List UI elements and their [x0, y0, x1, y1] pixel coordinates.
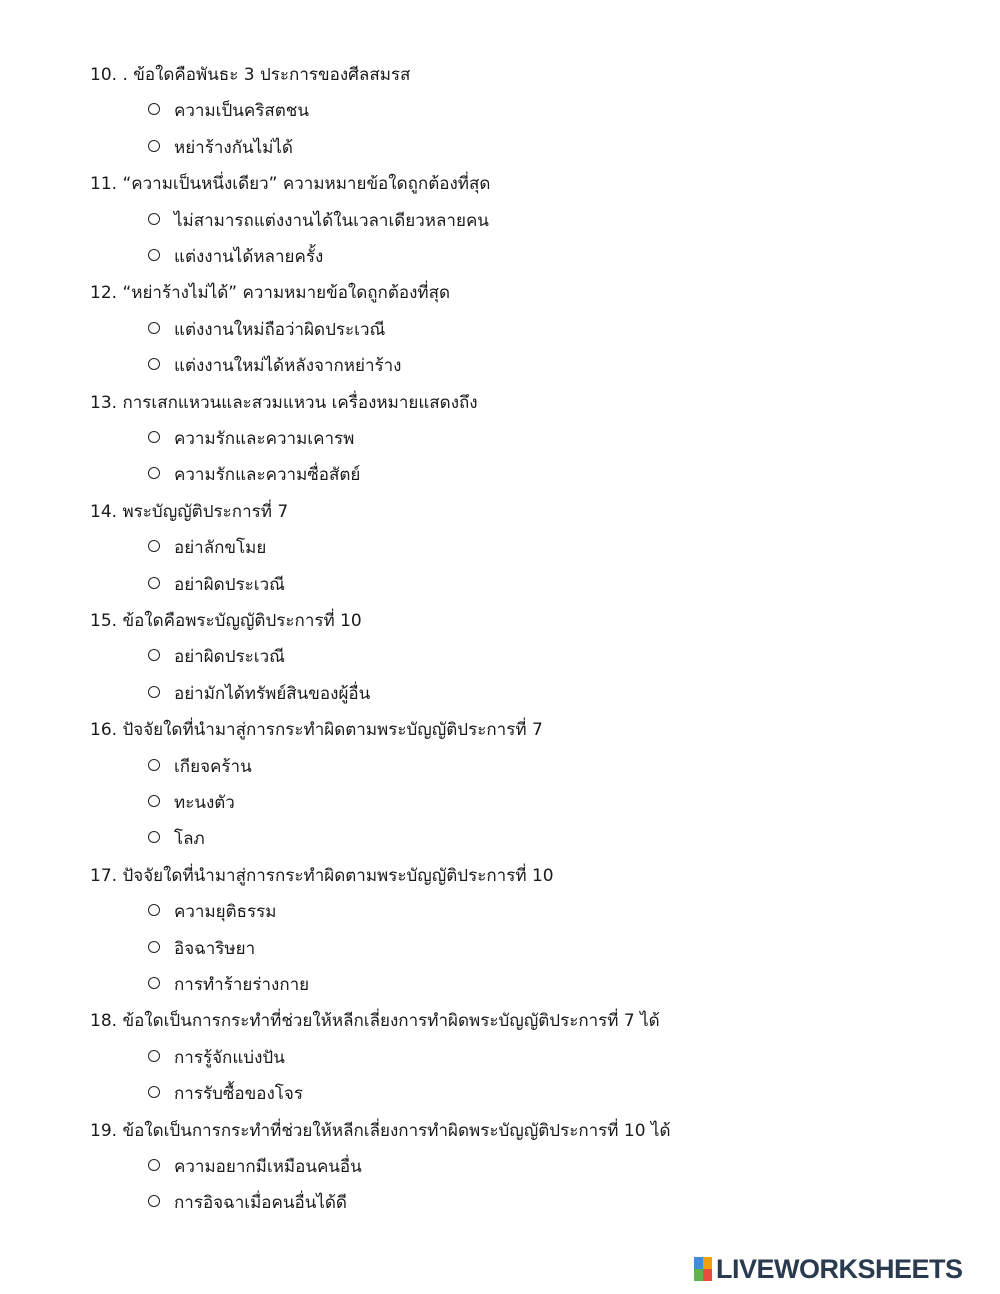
radio-circle-icon[interactable]: [148, 1050, 160, 1062]
question-16: [90, 712, 543, 748]
radio-circle-icon[interactable]: [148, 322, 160, 334]
radio-circle-icon[interactable]: [148, 1086, 160, 1098]
question-text: พระบัญญัติประการที่ 7: [122, 501, 289, 522]
question-number: 10.: [90, 65, 118, 85]
liveworksheets-mark-icon: [694, 1257, 712, 1281]
answer-option[interactable]: [148, 1076, 303, 1112]
answer-option[interactable]: [148, 785, 235, 821]
answer-option[interactable]: [148, 348, 401, 384]
answer-option-label: ความเป็นคริสตชน: [174, 101, 309, 122]
answer-option[interactable]: [148, 1149, 362, 1185]
radio-circle-icon[interactable]: [148, 759, 160, 771]
question-text: ข้อใดคือพระบัญญัติประการที่ 10: [122, 611, 362, 631]
answer-option-label: การรับซื้อของโจร: [174, 1084, 303, 1105]
answer-option-label: อย่ามักได้ทรัพย์สินของผู้อื่น: [174, 683, 371, 704]
answer-option-label: การทำร้ายร่างกาย: [174, 975, 310, 995]
answer-option[interactable]: [148, 931, 255, 967]
answer-option-label: ความรักและความซื่อสัตย์: [174, 465, 361, 486]
question-18: [90, 1003, 660, 1039]
question-number: 13.: [90, 392, 118, 413]
answer-option[interactable]: [148, 821, 205, 857]
answer-option[interactable]: [148, 1185, 347, 1221]
question-17: [90, 858, 554, 894]
answer-option-label: ไม่สามารถแต่งงานได้ในเวลาเดียวหลายคน: [174, 210, 489, 231]
radio-circle-icon[interactable]: [148, 540, 160, 552]
question-number: 15.: [90, 611, 118, 631]
radio-circle-icon[interactable]: [148, 213, 160, 225]
question-10: [90, 57, 410, 93]
radio-circle-icon[interactable]: [148, 140, 160, 152]
answer-option-label: อย่าลักขโมย: [174, 538, 267, 559]
liveworksheets-logo: [694, 1252, 963, 1286]
radio-circle-icon[interactable]: [148, 358, 160, 370]
answer-option[interactable]: [148, 203, 489, 239]
question-12: [90, 275, 450, 311]
answer-option-label: อิจฉาริษยา: [174, 938, 256, 959]
answer-option-label: การรู้จักแบ่งปัน: [174, 1047, 285, 1068]
question-19: [90, 1113, 671, 1149]
radio-circle-icon[interactable]: [148, 1195, 160, 1207]
answer-option-label: ความอยากมีเหมือนคนอื่น: [174, 1157, 362, 1177]
radio-circle-icon[interactable]: [148, 795, 160, 807]
answer-option-label: อย่าผิดประเวณี: [174, 574, 285, 595]
radio-circle-icon[interactable]: [148, 977, 160, 989]
answer-option-label: อย่าผิดประเวณี: [174, 647, 285, 668]
answer-option-label: การอิจฉาเมื่อคนอื่นได้ดี: [174, 1193, 347, 1214]
answer-option[interactable]: [148, 457, 360, 493]
radio-circle-icon[interactable]: [148, 831, 160, 843]
question-number: 18.: [90, 1011, 118, 1032]
answer-option[interactable]: [148, 894, 277, 930]
answer-option[interactable]: [148, 676, 370, 712]
question-number: 12.: [90, 283, 118, 304]
question-14: [90, 494, 288, 530]
brand-name: LIVEWORKSHEETS: [716, 1253, 963, 1284]
radio-circle-icon[interactable]: [148, 467, 160, 479]
answer-option[interactable]: [148, 967, 309, 1003]
radio-circle-icon[interactable]: [148, 577, 160, 589]
answer-option-label: หย่าร้างกันไม่ได้: [174, 137, 293, 158]
answer-option-label: โลภ: [174, 829, 205, 850]
answer-option-label: ความยุติธรรม: [174, 902, 277, 923]
answer-option[interactable]: [148, 130, 293, 166]
question-text: ปัจจัยใดที่นำมาสู่การกระทำผิดตามพระบัญญัติประการที่ 10: [122, 865, 554, 886]
answer-option-label: แต่งงานได้หลายครั้ง: [174, 247, 324, 267]
answer-option-label: ความรักและความเคารพ: [174, 429, 355, 449]
answer-option[interactable]: [148, 93, 309, 129]
question-text: การเสกแหวนและสวมแหวน เครื่องหมายแสดงถึง: [122, 392, 478, 413]
radio-circle-icon[interactable]: [148, 103, 160, 115]
answer-option[interactable]: [148, 639, 285, 675]
question-text: “หย่าร้างไม่ได้” ความหมายข้อใดถูกต้องที่สุด: [122, 283, 451, 304]
radio-circle-icon[interactable]: [148, 1159, 160, 1171]
question-number: 16.: [90, 720, 118, 741]
radio-circle-icon[interactable]: [148, 431, 160, 443]
question-text: ข้อใดเป็นการกระทำที่ช่วยให้หลีกเลี่ยงการทำผิดพระบัญญัติประการที่ 10 ได้: [122, 1120, 671, 1141]
answer-option[interactable]: [148, 239, 323, 275]
question-number: 19.: [90, 1120, 118, 1141]
question-13: [90, 385, 478, 421]
question-number: 11.: [90, 174, 118, 195]
answer-option-label: เกียจคร้าน: [174, 756, 252, 777]
answer-option-label: ทะนงตัว: [174, 793, 235, 813]
question-text: “ความเป็นหนึ่งเดียว” ความหมายข้อใดถูกต้องที่สุด: [122, 174, 491, 195]
radio-circle-icon[interactable]: [148, 941, 160, 953]
question-text: ปัจจัยใดที่นำมาสู่การกระทำผิดตามพระบัญญัติประการที่ 7: [122, 720, 543, 741]
answer-option-label: แต่งงานใหม่ถือว่าผิดประเวณี: [174, 319, 386, 340]
question-number: 14.: [90, 501, 118, 522]
question-text: . ข้อใดคือพันธะ 3 ประการของศีลสมรส: [122, 65, 411, 85]
question-11: [90, 166, 490, 202]
answer-option[interactable]: [148, 567, 285, 603]
radio-circle-icon[interactable]: [148, 904, 160, 916]
answer-option[interactable]: [148, 749, 252, 785]
answer-option[interactable]: [148, 312, 385, 348]
radio-circle-icon[interactable]: [148, 249, 160, 261]
question-number: 17.: [90, 865, 118, 886]
question-15: [90, 603, 362, 639]
radio-circle-icon[interactable]: [148, 686, 160, 698]
question-text: ข้อใดเป็นการกระทำที่ช่วยให้หลีกเลี่ยงการทำผิดพระบัญญัติประการที่ 7 ได้: [122, 1011, 660, 1032]
answer-option[interactable]: [148, 421, 354, 457]
answer-option[interactable]: [148, 1040, 285, 1076]
answer-option-label: แต่งงานใหม่ได้หลังจากหย่าร้าง: [174, 356, 402, 377]
answer-option[interactable]: [148, 530, 266, 566]
radio-circle-icon[interactable]: [148, 649, 160, 661]
